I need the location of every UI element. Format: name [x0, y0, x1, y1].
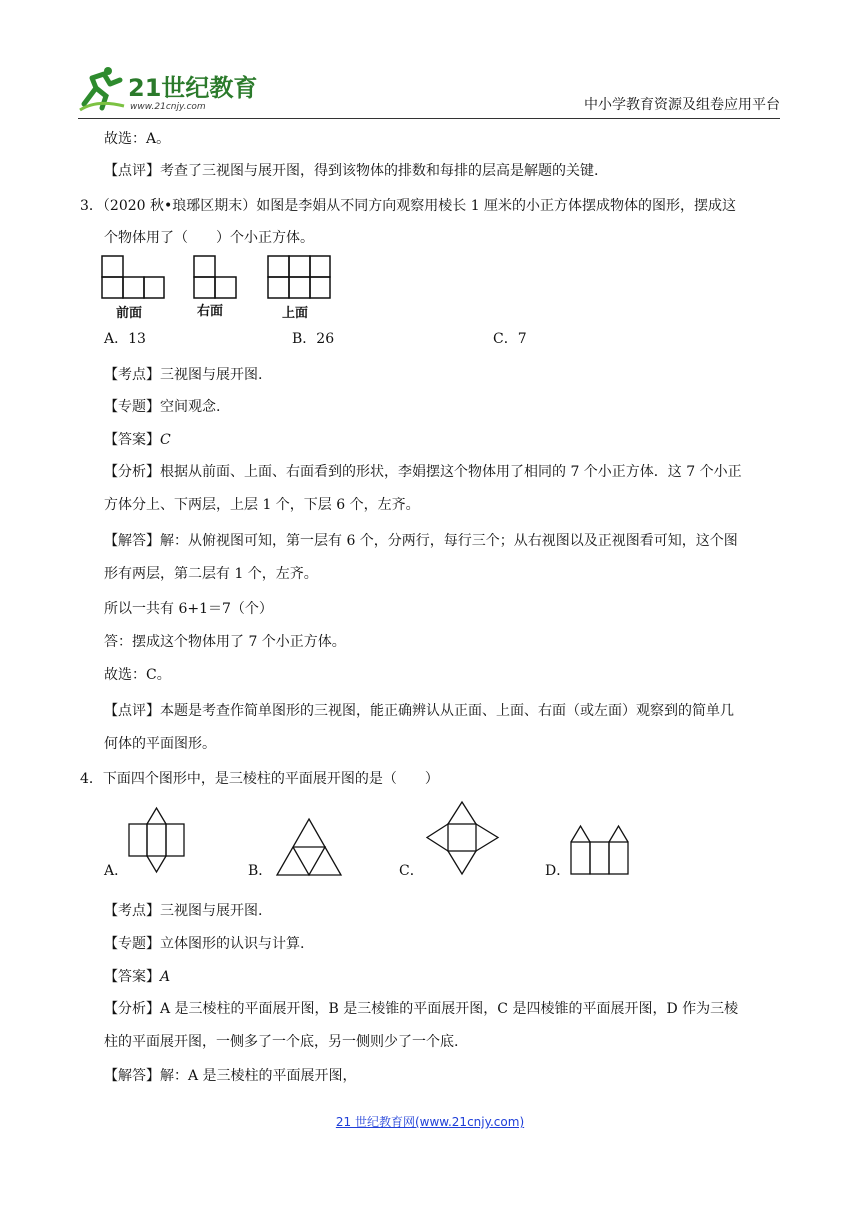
q3-calc: 所以一共有 6+1＝7（个） — [104, 601, 273, 617]
q3-analysis-line1: 【分析】根据从前面、上面、右面看到的形状，李娟摆这个物体用了相同的 7 个小正方体．这 7 个小正 — [104, 464, 742, 480]
page-footer — [0, 1113, 860, 1130]
q3-caption-front: 前面 — [116, 306, 143, 321]
q4-option-c-label: C． — [399, 863, 424, 879]
q4-zhuanti: 【专题】立体图形的认识与计算. — [104, 936, 305, 952]
q4-solution: 【解答】解：A 是三棱柱的平面展开图， — [104, 1068, 357, 1084]
q4-analysis-line2: 柱的平面展开图，一侧多了一个底，另一侧则少了一个底. — [104, 1034, 459, 1050]
site-logo — [78, 66, 268, 116]
logo-url: www.21cnjy.com — [130, 102, 206, 112]
q3-right-view — [193, 255, 237, 299]
q3-kaodian: 【考点】三视图与展开图. — [104, 367, 263, 383]
q3-front-view — [101, 255, 165, 299]
q3-caption-right: 右面 — [197, 304, 224, 319]
page-header — [78, 62, 780, 120]
q4-figure-c — [426, 800, 500, 876]
prev-comment: 【点评】考查了三视图与展开图，得到该物体的排数和每排的层高是解题的关键. — [104, 163, 599, 179]
platform-name: 中小学教育资源及组卷应用平台 — [584, 97, 780, 113]
q3-analysis-line2: 方体分上、下两层，上层 1 个，下层 6 个，左齐。 — [104, 497, 420, 513]
q3-option-a: A．13 — [104, 331, 146, 347]
q3-answer — [104, 431, 171, 449]
runner-logo-icon — [78, 66, 126, 112]
prev-choice: 故选：A。 — [104, 131, 171, 147]
q4-option-a-label: A． — [104, 863, 129, 879]
q4-stem: 4．下面四个图形中，是三棱柱的平面展开图的是（ ） — [80, 771, 439, 787]
q3-choice: 故选：C。 — [104, 667, 171, 683]
q3-answer-value: C — [160, 432, 171, 448]
q4-answer-label: 【答案】 — [104, 969, 160, 985]
q4-figure-d — [570, 824, 630, 876]
header-divider — [78, 118, 780, 119]
q3-comment-line1: 【点评】本题是考查作简单图形的三视图，能正确辨认从正面、上面、右面（或左面）观察到的简单几 — [104, 703, 734, 719]
q3-option-c: C．7 — [493, 331, 527, 347]
q3-comment-line2: 何体的平面图形。 — [104, 736, 216, 752]
q3-stem-line2: 个物体用了（ ）个小正方体。 — [104, 230, 314, 246]
q3-stem-line1: 3．（2020 秋•琅琊区期末）如图是李娟从不同方向观察用棱长 1 厘米的小正方体摆成物体的图形，摆成这 — [80, 198, 737, 214]
q3-option-b: B．26 — [292, 331, 335, 347]
q4-kaodian: 【考点】三视图与展开图. — [104, 903, 263, 919]
q4-answer-value: A — [160, 969, 171, 985]
q4-figure-a — [128, 806, 186, 874]
q4-analysis-line1: 【分析】A 是三棱柱的平面展开图，B 是三棱锥的平面展开图，C 是四棱锥的平面展开图，D 作为三棱 — [104, 1001, 739, 1017]
q4-answer — [104, 968, 170, 986]
q3-answer-label: 【答案】 — [104, 432, 160, 448]
footer-link[interactable]: 21 世纪教育网(www.21cnjy.com) — [335, 1115, 525, 1129]
logo-text: 21世纪教育 — [128, 74, 258, 102]
q4-option-b-label: B． — [248, 863, 273, 879]
q3-solution-line1: 【解答】解：从俯视图可知，第一层有 6 个，分两行，每行三个；从右视图以及正视图看可知，这个图 — [104, 533, 738, 549]
q4-option-d-label: D． — [545, 863, 571, 879]
q3-caption-top: 上面 — [282, 306, 309, 321]
q4-figure-b — [275, 817, 343, 877]
q3-solution-line2: 形有两层，第二层有 1 个，左齐。 — [104, 566, 318, 582]
q3-top-view — [267, 255, 331, 299]
q3-zhuanti: 【专题】空间观念. — [104, 399, 221, 415]
q3-final-answer: 答：摆成这个物体用了 7 个小正方体。 — [104, 634, 346, 650]
